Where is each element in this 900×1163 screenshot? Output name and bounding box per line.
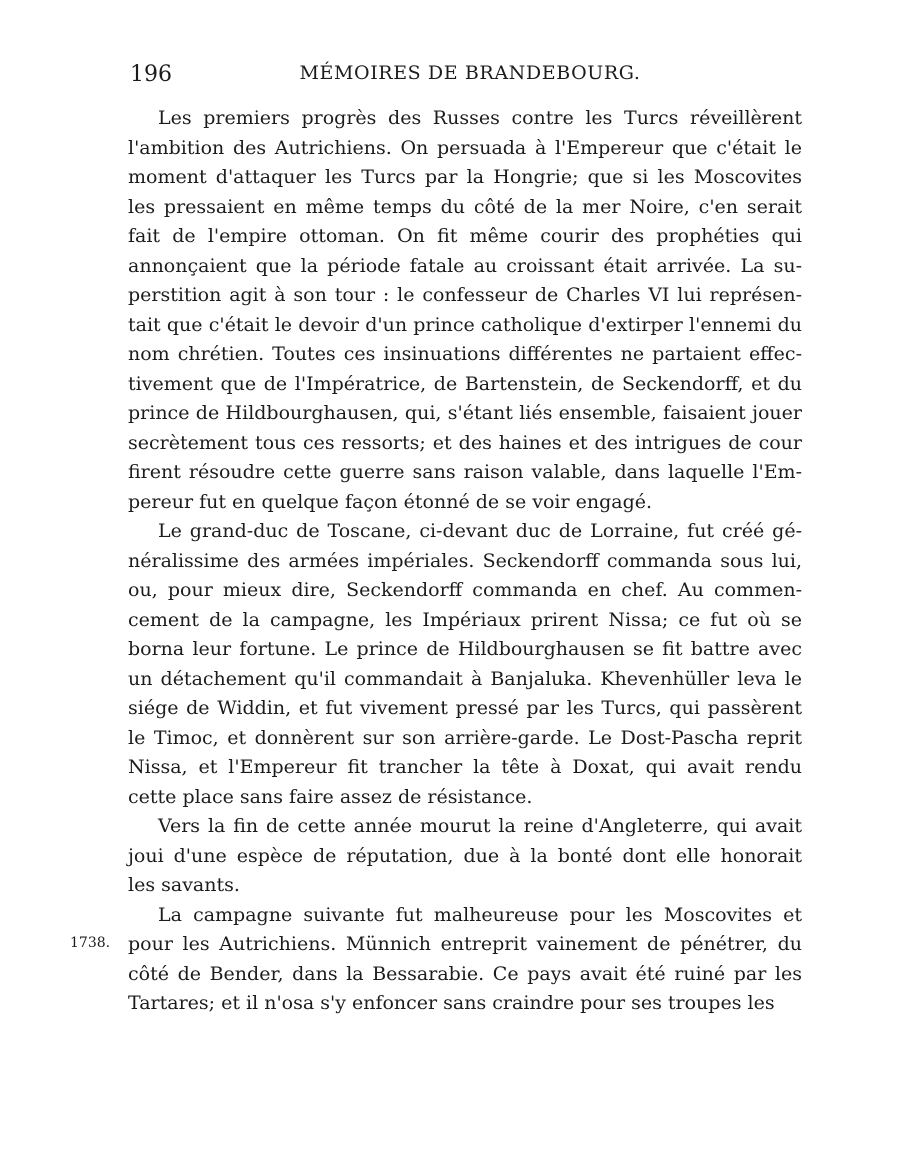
- text-line: ou, pour mieux dire, Seckendorff commanda en chef. Au commen-: [128, 579, 802, 601]
- text-line: tivement que de l'Impératrice, de Bartenstein, de Seckendorff, et du: [128, 372, 802, 395]
- running-head: MÉMOIRES DE BRANDEBOURG.: [299, 62, 641, 84]
- text-line: nom chrétien. Toutes ces insinuations différentes ne partaient effec-: [128, 343, 802, 365]
- text-line: un détachement qu'il commandait à Banjaluka. Khevenhüller leva le: [128, 667, 802, 690]
- text-line: secrètement tous ces ressorts; et des haines et des intrigues de cour: [128, 431, 802, 454]
- text-line: Le grand-duc de Toscane, ci-devant duc de Lorraine, fut créé gé-: [158, 520, 802, 542]
- text-line: cement de la campagne, les Impériaux prirent Nissa; ce fut où se: [128, 608, 802, 631]
- text-line: siége de Widdin, et fut vivement pressé par les Turcs, qui passèrent: [128, 697, 802, 719]
- text-line: les pressaient en même temps du côté de la mer Noire, c'en serait: [128, 195, 802, 218]
- text-line: perstition agit à son tour : le confesseur de Charles VI lui représen-: [128, 284, 802, 306]
- text-line: Tartares; et il n'osa s'y enfoncer sans craindre pour ses troupes les: [128, 992, 775, 1014]
- text-line: les savants.: [128, 874, 240, 896]
- text-line: pereur fut en quelque façon étonné de se voir engagé.: [128, 490, 653, 513]
- text-line: annonçaient que la période fatale au croissant était arrivée. La su-: [128, 254, 802, 277]
- text-line: le Timoc, et donnèrent sur son arrière-garde. Le Dost-Pascha reprit: [128, 726, 802, 749]
- text-line: borna leur fortune. Le prince de Hildbourghausen se fit battre avec: [128, 638, 802, 660]
- text-line: Les premiers progrès des Russes contre les Turcs réveillèrent: [158, 107, 802, 129]
- text-line: Nissa, et l'Empereur fit trancher la tête à Doxat, qui avait rendu: [128, 756, 802, 778]
- text-line: joui d'une espèce de réputation, due à la bonté dont elle honorait: [128, 844, 802, 867]
- text-line: moment d'attaquer les Turcs par la Hongrie; que si les Moscovites: [128, 166, 802, 188]
- page-number: 196: [130, 62, 172, 87]
- text-line: côté de Bender, dans la Bessarabie. Ce pays avait été ruiné par les: [128, 962, 802, 985]
- text-line: néralissime des armées impériales. Seckendorff commanda sous lui,: [128, 549, 802, 572]
- text-line: prince de Hildbourghausen, qui, s'étant liés ensemble, faisaient jouer: [128, 402, 802, 424]
- margin-note-year: 1738.: [70, 935, 111, 951]
- text-line: pour les Autrichiens. Münnich entreprit vainement de pénétrer, du: [128, 933, 802, 955]
- text-line: firent résoudre cette guerre sans raison valable, dans laquelle l'Em-: [128, 461, 802, 483]
- text-line: Vers la fin de cette année mourut la reine d'Angleterre, qui avait: [158, 815, 802, 837]
- text-line: fait de l'empire ottoman. On fit même courir des prophéties qui: [128, 225, 802, 247]
- text-line: cette place sans faire assez de résistance.: [128, 785, 533, 808]
- text-line: l'ambition des Autrichiens. On persuada à l'Empereur que c'était le: [128, 136, 802, 159]
- text-line: tait que c'était le devoir d'un prince catholique d'extirper l'ennemi du: [128, 313, 802, 336]
- text-line: La campagne suivante fut malheureuse pour les Moscovites et: [158, 903, 802, 926]
